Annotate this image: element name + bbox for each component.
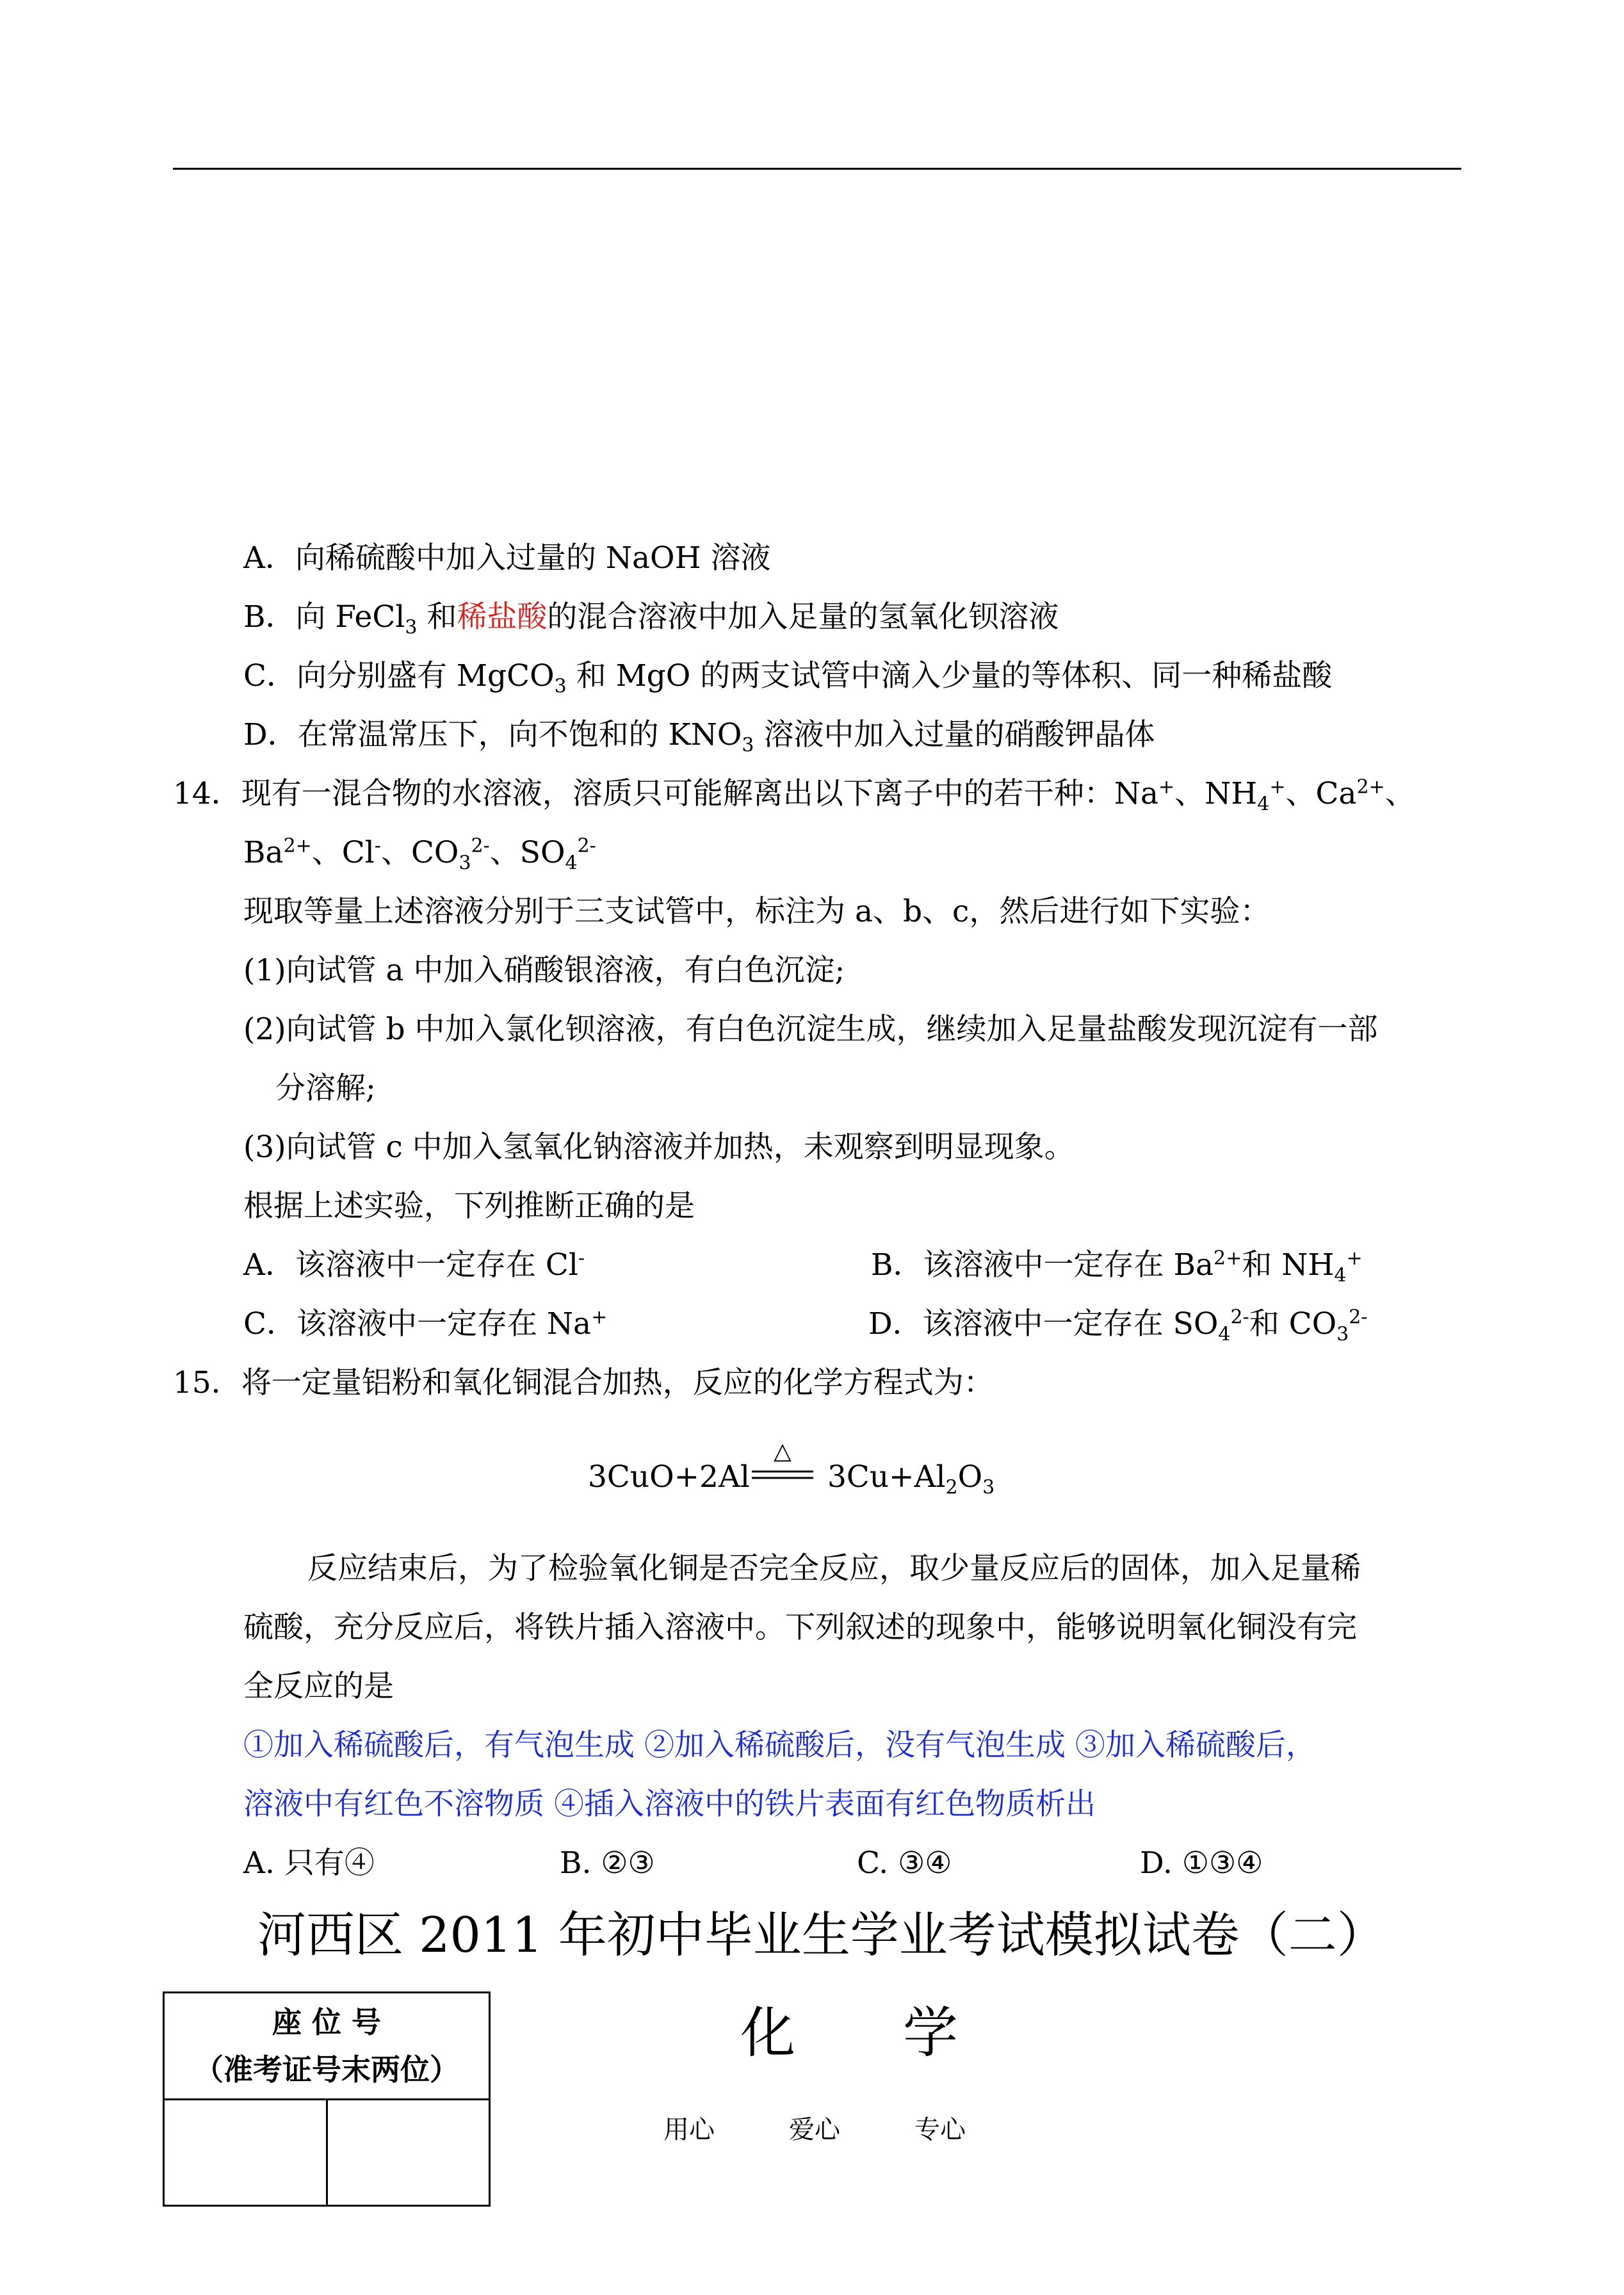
exam-title: 河西区 2011 年初中毕业生学业考试模拟试卷（二）: [257, 1906, 1386, 1963]
seat-digit-box-1[interactable]: [164, 2100, 327, 2206]
ion-item: $SO_4^{2-}$: [519, 834, 596, 875]
q15-statements-2: 溶液中有红色不溶物质 ④插入溶液中的铁片表面有红色物质析出: [243, 1787, 1096, 1822]
subject-char-2: 学: [903, 2001, 958, 2065]
ion-item: $CO_3^{2-}$: [410, 834, 490, 875]
subject-char-1: 化: [740, 2001, 795, 2065]
q14-option-b: B．该溶液中一定存在 $Ba^{2+}$和 $NH_4^+$: [871, 1247, 1363, 1287]
q15-paragraph-2: 硫酸，充分反应后，将铁片插入溶液中。下列叙述的现象中，能够说明氧化铜没有完: [243, 1610, 1357, 1645]
q15-option-c: C. ③④: [857, 1845, 952, 1881]
q13-option-b: B．向 FeCl$_3$ 和稀盐酸的混合溶液中加入足量的氢氧化钡溶液: [243, 599, 1059, 639]
q15-option-b: B. ②③: [560, 1845, 655, 1881]
q14-experiment-2: (2)向试管 b 中加入氯化钡溶液，有白色沉淀生成，继续加入足量盐酸发现沉淀有一部: [243, 1012, 1378, 1047]
q13-option-d: D．在常温常压下，向不饱和的 $KNO_3$ 溶液中加入过量的硝酸钾晶体: [243, 717, 1155, 757]
seat-number-table: [163, 1991, 491, 2207]
ion-item: Na+: [1114, 775, 1175, 811]
q14-stem-2: 现取等量上述溶液分别于三支试管中，标注为 a、b、c，然后进行如下实验：: [243, 894, 1271, 929]
ion-item: Cl-: [341, 834, 381, 870]
ion-item: $Ca^{2+}$: [1315, 775, 1385, 811]
seat-number-header: 座 位 号 （准考证号末两位）: [164, 1993, 490, 2100]
q14-experiment-1: (1)向试管 a 中加入硝酸银溶液，有白色沉淀;: [243, 953, 845, 988]
header-rule: [173, 168, 1461, 170]
q14-option-a: A．该溶液中一定存在 Cl-: [243, 1247, 585, 1283]
highlighted-term: 稀盐酸: [457, 599, 548, 635]
q14-option-c: C．该溶液中一定存在 Na+: [243, 1306, 608, 1342]
seat-digit-box-2[interactable]: [327, 2100, 490, 2206]
q15-statements-1: ①加入稀硫酸后，有气泡生成 ②加入稀硫酸后，没有气泡生成 ③加入稀硫酸后，: [243, 1728, 1316, 1763]
ion-item: $Ba^{2+}$: [243, 834, 312, 870]
q13-option-c: C．向分别盛有 MgCO$_3$ 和 MgO 的两支试管中滴入少量的等体积、同一种稀盐酸: [243, 658, 1333, 698]
q15-paragraph-1: 反应结束后，为了检验氧化铜是否完全反应，取少量反应后的固体，加入足量稀: [307, 1551, 1361, 1586]
motto-1: 用心: [663, 2115, 715, 2145]
q14-ion-list: [243, 832, 596, 873]
equation-left: 3CuO+2Al: [588, 1459, 750, 1495]
heat-triangle-icon: △: [774, 1441, 792, 1464]
q14-experiment-3: (3)向试管 c 中加入氢氧化钠溶液并加热，未观察到明显现象。: [243, 1130, 1075, 1165]
motto-2: 爱心: [789, 2115, 840, 2145]
q14-experiment-2-cont: 分溶解;: [275, 1071, 376, 1106]
motto-3: 专心: [914, 2115, 966, 2145]
ion-list-2: $Ba^{2+}$、Cl-、$CO_3^{2-}$、$SO_4^{2-}$: [243, 835, 596, 870]
q14-option-d: D．该溶液中一定存在 $SO_4^{2-}$和 $CO_3^{2-}$: [868, 1306, 1368, 1346]
q15-option-a: A. 只有④: [243, 1845, 375, 1881]
q14-stem: 14．现有一混合物的水溶液，溶质只可能解离出以下离子中的若干种：Na+、$NH_4^+$、$Ca^{2+}$、: [173, 774, 1415, 815]
reaction-condition: [749, 1441, 816, 1486]
q15-stem: 15．将一定量铝粉和氧化铜混合加热，反应的化学方程式为：: [173, 1365, 994, 1400]
q13-option-a: A．向稀硫酸中加入过量的 NaOH 溶液: [243, 540, 771, 576]
chemical-equation: [588, 1457, 750, 1498]
ion-item: $NH_4^+$: [1205, 775, 1286, 816]
ion-list-1: Na+、$NH_4^+$、$Ca^{2+}$、: [1114, 776, 1415, 811]
q15-paragraph-3: 全反应的是: [243, 1669, 394, 1704]
equation-right: $3Cu+Al_2O_3$: [827, 1459, 995, 1499]
q15-option-d: D. ①③④: [1140, 1845, 1263, 1881]
q14-question: 根据上述实验，下列推断正确的是: [243, 1188, 695, 1224]
